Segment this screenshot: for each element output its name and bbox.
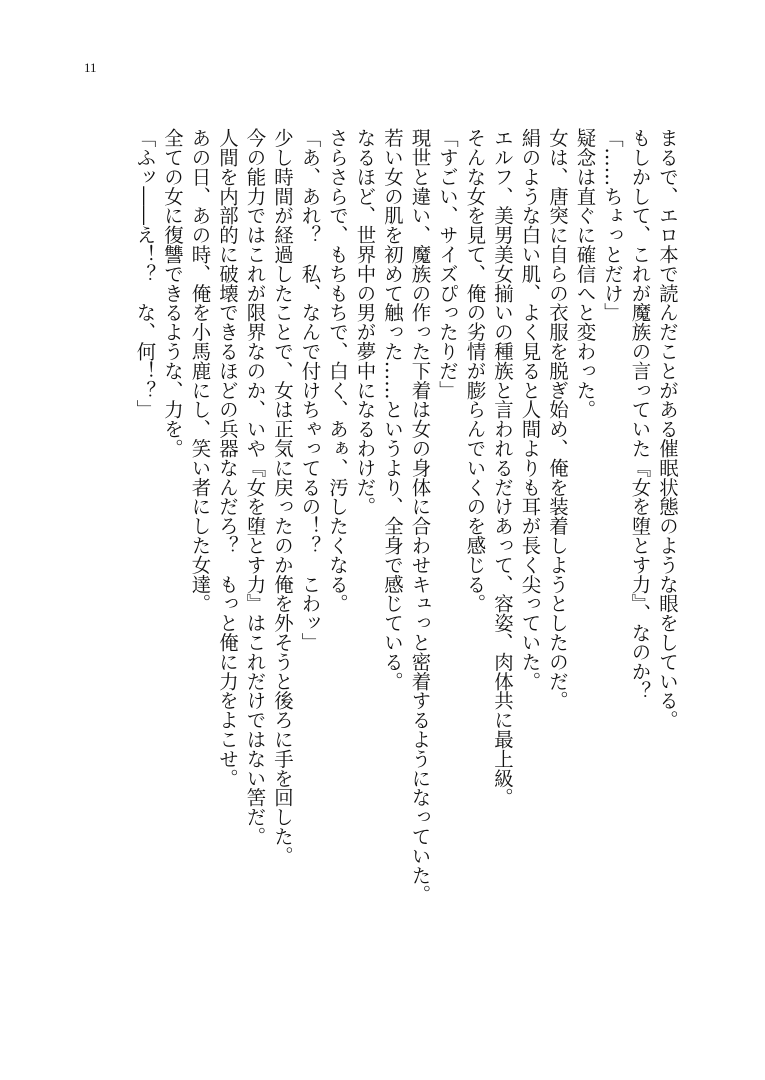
text-line-14: 「あ、あれ？ 私、なんで付けちゃってるの！？ こわッ」 [298,128,322,652]
text-line-2: もしかして、これが魔族の言っていた『女を堕とす力』、なのか？ [628,128,652,701]
text-line-1: まるで、エロ本で読んだことがある催眠状態のような眼をしている。 [656,128,679,730]
page-number: 11 [84,60,97,75]
text-line-9: 「すごい、サイズぴったりだ」 [436,128,459,400]
text-line-20: 「ふッ――え！？ な、何！？」 [133,128,157,419]
text-line-13: さらさらで、もちもちで、白く、あぁ、汚したくなる。 [326,128,349,613]
text-line-6: 絹のような白い肌、よく見ると人間よりも耳が長く尖っていた。 [518,128,542,691]
text-line-4: 疑念は直ぐに確信へと変わった。 [573,128,597,419]
text-line-10: 現世と違い、魔族の作った下着は女の身体に合わせキュっと密着するようになっていた。 [408,128,432,904]
text-line-12: なるほど、世界中の男が夢中になるわけだ。 [353,128,377,516]
text-line-16: 今の能力ではこれが限界なのか、いや『女を堕とす力』はこれだけではない筈だ。 [243,128,267,846]
text-line-3: 「……ちょっとだけ」 [601,128,624,322]
text-line-15: 少し時間が経過したことで、女は正気に戻ったのか俺を外そうと後ろに手を回した。 [271,128,294,866]
text-line-17: 人間を内部的に破壊できるほどの兵器なんだろ？ もっと俺に力をよこせ。 [216,128,239,788]
text-line-19: 全ての女に復讐できるような、力を。 [161,128,184,458]
text-line-5: 女は、唐突に自らの衣服を脱ぎ始め、俺を装着しようとしたのだ。 [546,128,569,710]
text-line-18: あの日、あの時、俺を小馬鹿にし、笑い者にした女達。 [188,128,212,613]
text-line-11: 若い女の肌を初めて触った……というより、全身で感じている。 [381,128,404,691]
vertical-text-body [81,128,681,988]
text-line-7: エルフ、美男美女揃いの種族と言われるだけあって、容姿、肉体共に最上級。 [491,128,514,807]
text-line-8: そんな女を見て、俺の劣情が膨らんでいくのを感じる。 [463,128,487,613]
